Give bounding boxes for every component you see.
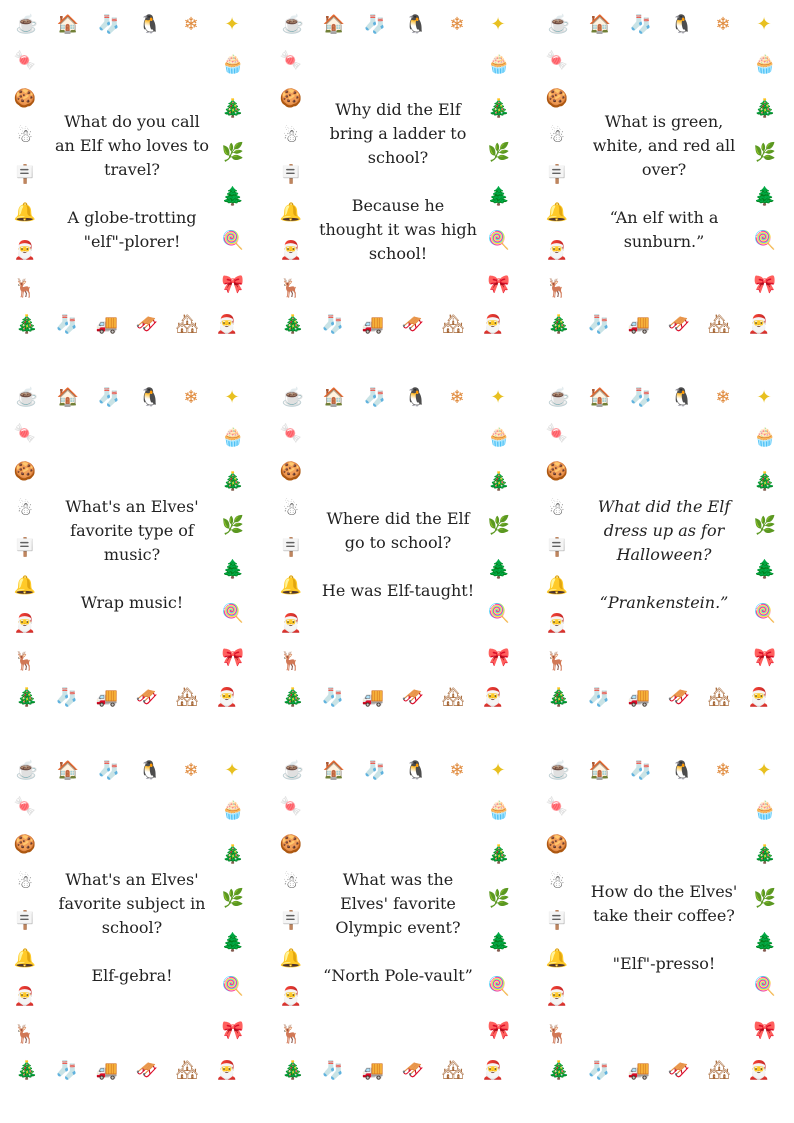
snowman-icon: ☃	[16, 872, 34, 893]
snowman-icon: ☃	[282, 126, 300, 147]
mistletoe-icon: 🌿	[487, 888, 511, 909]
joke-text	[318, 818, 478, 1038]
stockings-row-icon: 🧦	[55, 314, 79, 335]
penguin-icon: 🐧	[404, 760, 428, 781]
hot-cocoa-mug-icon: ☕	[547, 14, 571, 35]
ornaments-icon: 🎀	[221, 647, 245, 668]
red-truck-icon: 🚚	[361, 314, 385, 335]
village-houses-icon: 🏘	[707, 687, 731, 708]
sparkle-star-icon: ✦	[756, 760, 772, 781]
gingerbread-house-icon: 🏠	[56, 760, 80, 781]
hot-cocoa-mug-icon: ☕	[547, 760, 571, 781]
hot-cocoa-mug-icon: ☕	[15, 760, 39, 781]
snowman-icon: ☃	[548, 872, 566, 893]
cupcake-icon: 🧁	[753, 800, 777, 821]
snowman-icon: ☃	[282, 499, 300, 520]
sparkle-star-icon: ✦	[490, 14, 506, 35]
bells-icon: 🔔	[13, 202, 37, 223]
stockings-icon: 🧦	[97, 760, 121, 781]
tree-cookie-icon: 🌲	[487, 186, 511, 207]
tree-cookie-icon: 🌲	[221, 932, 245, 953]
penguin-icon: 🐧	[404, 387, 428, 408]
hot-cocoa-mug-icon: ☕	[15, 387, 39, 408]
tree-cookie-icon: 🌲	[221, 559, 245, 580]
snowflake-cookie-icon: ❄	[715, 387, 731, 408]
sleigh-icon: 🛷	[667, 314, 691, 335]
joke-card	[12, 12, 252, 352]
village-houses-icon: 🏘	[175, 314, 199, 335]
north-pole-sign-icon: 🪧	[545, 537, 569, 558]
village-houses-icon: 🏘	[441, 687, 465, 708]
north-pole-sign-icon: 🪧	[545, 910, 569, 931]
reindeer-icon: 🦌	[13, 1024, 37, 1045]
stockings-icon: 🧦	[97, 14, 121, 35]
santa-icon: 🎅	[545, 240, 569, 261]
ornaments-icon: 🎀	[487, 647, 511, 668]
mistletoe-icon: 🌿	[221, 515, 245, 536]
joke-text	[584, 818, 744, 1038]
santa-icon: 🎅	[13, 986, 37, 1007]
christmas-tree-cookie-icon: 🎄	[753, 471, 777, 492]
joke-question: What's an Elves' favorite type of music?	[65, 497, 199, 564]
ornaments-icon: 🎀	[487, 274, 511, 295]
reindeer-icon: 🦌	[279, 651, 303, 672]
snowman-icon: ☃	[548, 499, 566, 520]
joke-text	[52, 72, 212, 292]
mistletoe-icon: 🌿	[487, 142, 511, 163]
sparkle-star-icon: ✦	[490, 387, 506, 408]
christmas-tree-cookie-icon: 🎄	[487, 844, 511, 865]
hot-cocoa-mug-icon: ☕	[281, 14, 305, 35]
joke-question: Where did the Elf go to school?	[326, 509, 470, 552]
stockings-row-icon: 🧦	[587, 1060, 611, 1081]
tree-cookie-icon: 🌲	[753, 186, 777, 207]
north-pole-sign-icon: 🪧	[13, 537, 37, 558]
mistletoe-icon: 🌿	[753, 888, 777, 909]
candy-cane-icon: 🍬	[13, 50, 37, 71]
stockings-icon: 🧦	[629, 14, 653, 35]
joke-answer: “An elf with a sunburn.”	[609, 208, 719, 251]
joke-question: What's an Elves' favorite subject in school?	[58, 870, 206, 937]
candy-cane-icon: 🍬	[545, 796, 569, 817]
village-houses-icon: 🏘	[707, 314, 731, 335]
tree-cookie-icon: 🌲	[753, 932, 777, 953]
candy-cane-icon: 🍬	[13, 796, 37, 817]
gingerbread-house-icon: 🏠	[588, 387, 612, 408]
snowman-icon: ☃	[282, 872, 300, 893]
lollipop-icon: 🍭	[753, 230, 777, 251]
hot-cocoa-mug-icon: ☕	[281, 760, 305, 781]
stockings-row-icon: 🧦	[55, 1060, 79, 1081]
sparkle-star-icon: ✦	[224, 760, 240, 781]
gingerbread-man-icon: 🍪	[545, 88, 569, 109]
snowflake-cookie-icon: ❄	[183, 14, 199, 35]
lollipop-icon: 🍭	[753, 603, 777, 624]
red-truck-icon: 🚚	[95, 314, 119, 335]
penguin-icon: 🐧	[138, 387, 162, 408]
sleigh-icon: 🛷	[135, 687, 159, 708]
red-truck-icon: 🚚	[627, 1060, 651, 1081]
reindeer-icon: 🦌	[279, 1024, 303, 1045]
christmas-tree-icon: 🎄	[281, 687, 305, 708]
red-truck-icon: 🚚	[361, 1060, 385, 1081]
santa-sack-icon: 🎅	[481, 687, 505, 708]
joke-answer: “North Pole-vault”	[323, 966, 473, 985]
mistletoe-icon: 🌿	[753, 515, 777, 536]
gingerbread-house-icon: 🏠	[588, 14, 612, 35]
santa-sack-icon: 🎅	[747, 687, 771, 708]
christmas-tree-icon: 🎄	[15, 314, 39, 335]
mistletoe-icon: 🌿	[221, 142, 245, 163]
cupcake-icon: 🧁	[753, 54, 777, 75]
stockings-icon: 🧦	[363, 760, 387, 781]
christmas-tree-icon: 🎄	[281, 1060, 305, 1081]
joke-answer: A globe-trotting "elf"-plorer!	[67, 208, 197, 251]
christmas-tree-cookie-icon: 🎄	[487, 471, 511, 492]
santa-sack-icon: 🎅	[747, 1060, 771, 1081]
north-pole-sign-icon: 🪧	[13, 910, 37, 931]
cupcake-icon: 🧁	[753, 427, 777, 448]
stockings-icon: 🧦	[363, 14, 387, 35]
ornaments-icon: 🎀	[221, 274, 245, 295]
red-truck-icon: 🚚	[627, 687, 651, 708]
joke-answer: Elf-gebra!	[91, 966, 173, 985]
bells-icon: 🔔	[545, 202, 569, 223]
joke-answer: He was Elf-taught!	[321, 581, 475, 600]
gingerbread-man-icon: 🍪	[279, 461, 303, 482]
reindeer-icon: 🦌	[13, 651, 37, 672]
sparkle-star-icon: ✦	[224, 14, 240, 35]
candy-cane-icon: 🍬	[13, 423, 37, 444]
sleigh-icon: 🛷	[135, 1060, 159, 1081]
candy-cane-icon: 🍬	[545, 50, 569, 71]
joke-card	[544, 12, 784, 352]
stockings-row-icon: 🧦	[321, 314, 345, 335]
village-houses-icon: 🏘	[175, 687, 199, 708]
joke-answer: "Elf"-presso!	[612, 954, 716, 973]
joke-question: What do you call an Elf who loves to travel?	[54, 112, 210, 179]
mistletoe-icon: 🌿	[487, 515, 511, 536]
red-truck-icon: 🚚	[95, 687, 119, 708]
sleigh-icon: 🛷	[401, 687, 425, 708]
joke-card	[12, 385, 252, 725]
christmas-tree-icon: 🎄	[281, 314, 305, 335]
bells-icon: 🔔	[279, 575, 303, 596]
gingerbread-man-icon: 🍪	[545, 461, 569, 482]
ornaments-icon: 🎀	[753, 274, 777, 295]
gingerbread-house-icon: 🏠	[56, 387, 80, 408]
santa-icon: 🎅	[279, 986, 303, 1007]
joke-text	[318, 445, 478, 665]
tree-cookie-icon: 🌲	[487, 932, 511, 953]
reindeer-icon: 🦌	[13, 278, 37, 299]
snowman-icon: ☃	[16, 126, 34, 147]
lollipop-icon: 🍭	[487, 976, 511, 997]
joke-text	[52, 818, 212, 1038]
santa-icon: 🎅	[13, 240, 37, 261]
santa-sack-icon: 🎅	[481, 1060, 505, 1081]
christmas-tree-cookie-icon: 🎄	[753, 98, 777, 119]
candy-cane-icon: 🍬	[279, 50, 303, 71]
cupcake-icon: 🧁	[487, 800, 511, 821]
ornaments-icon: 🎀	[487, 1020, 511, 1041]
joke-question: What was the Elves' favorite Olympic event?	[335, 870, 461, 937]
stockings-row-icon: 🧦	[55, 687, 79, 708]
sleigh-icon: 🛷	[401, 1060, 425, 1081]
stockings-icon: 🧦	[97, 387, 121, 408]
christmas-tree-cookie-icon: 🎄	[221, 471, 245, 492]
christmas-tree-icon: 🎄	[547, 687, 571, 708]
reindeer-icon: 🦌	[279, 278, 303, 299]
village-houses-icon: 🏘	[707, 1060, 731, 1081]
gingerbread-house-icon: 🏠	[588, 760, 612, 781]
mistletoe-icon: 🌿	[221, 888, 245, 909]
red-truck-icon: 🚚	[361, 687, 385, 708]
joke-answer: Because he thought it was high school!	[319, 196, 477, 263]
christmas-tree-icon: 🎄	[547, 314, 571, 335]
sparkle-star-icon: ✦	[756, 387, 772, 408]
stockings-row-icon: 🧦	[587, 314, 611, 335]
reindeer-icon: 🦌	[545, 651, 569, 672]
bells-icon: 🔔	[545, 575, 569, 596]
gingerbread-man-icon: 🍪	[545, 834, 569, 855]
stockings-icon: 🧦	[363, 387, 387, 408]
gingerbread-house-icon: 🏠	[322, 14, 346, 35]
candy-cane-icon: 🍬	[279, 423, 303, 444]
tree-cookie-icon: 🌲	[753, 559, 777, 580]
joke-card	[278, 385, 518, 725]
joke-card	[278, 758, 518, 1098]
santa-sack-icon: 🎅	[215, 687, 239, 708]
christmas-tree-icon: 🎄	[15, 687, 39, 708]
lollipop-icon: 🍭	[487, 230, 511, 251]
penguin-icon: 🐧	[670, 387, 694, 408]
santa-sack-icon: 🎅	[215, 1060, 239, 1081]
santa-sack-icon: 🎅	[215, 314, 239, 335]
gingerbread-house-icon: 🏠	[322, 387, 346, 408]
bells-icon: 🔔	[279, 948, 303, 969]
gingerbread-house-icon: 🏠	[322, 760, 346, 781]
red-truck-icon: 🚚	[95, 1060, 119, 1081]
christmas-tree-icon: 🎄	[547, 1060, 571, 1081]
north-pole-sign-icon: 🪧	[279, 164, 303, 185]
sleigh-icon: 🛷	[667, 687, 691, 708]
tree-cookie-icon: 🌲	[487, 559, 511, 580]
sleigh-icon: 🛷	[667, 1060, 691, 1081]
joke-question: What did the Elf dress up as for Halloween?	[597, 497, 731, 564]
joke-text	[52, 445, 212, 665]
santa-icon: 🎅	[545, 613, 569, 634]
stockings-row-icon: 🧦	[321, 1060, 345, 1081]
cupcake-icon: 🧁	[221, 427, 245, 448]
lollipop-icon: 🍭	[221, 230, 245, 251]
santa-icon: 🎅	[279, 240, 303, 261]
snowman-icon: ☃	[16, 499, 34, 520]
penguin-icon: 🐧	[670, 760, 694, 781]
ornaments-icon: 🎀	[753, 1020, 777, 1041]
penguin-icon: 🐧	[670, 14, 694, 35]
lollipop-icon: 🍭	[221, 976, 245, 997]
lollipop-icon: 🍭	[487, 603, 511, 624]
snowflake-cookie-icon: ❄	[449, 387, 465, 408]
village-houses-icon: 🏘	[441, 1060, 465, 1081]
bells-icon: 🔔	[279, 202, 303, 223]
snowflake-cookie-icon: ❄	[183, 387, 199, 408]
sparkle-star-icon: ✦	[224, 387, 240, 408]
hot-cocoa-mug-icon: ☕	[15, 14, 39, 35]
gingerbread-house-icon: 🏠	[56, 14, 80, 35]
stockings-icon: 🧦	[629, 387, 653, 408]
christmas-tree-cookie-icon: 🎄	[221, 844, 245, 865]
sparkle-star-icon: ✦	[490, 760, 506, 781]
gingerbread-man-icon: 🍪	[279, 88, 303, 109]
sparkle-star-icon: ✦	[756, 14, 772, 35]
santa-sack-icon: 🎅	[747, 314, 771, 335]
santa-icon: 🎅	[13, 613, 37, 634]
joke-text	[584, 445, 744, 665]
christmas-tree-cookie-icon: 🎄	[487, 98, 511, 119]
penguin-icon: 🐧	[138, 760, 162, 781]
gingerbread-man-icon: 🍪	[279, 834, 303, 855]
penguin-icon: 🐧	[404, 14, 428, 35]
cupcake-icon: 🧁	[221, 54, 245, 75]
christmas-tree-icon: 🎄	[15, 1060, 39, 1081]
snowflake-cookie-icon: ❄	[715, 14, 731, 35]
hot-cocoa-mug-icon: ☕	[281, 387, 305, 408]
stockings-row-icon: 🧦	[587, 687, 611, 708]
hot-cocoa-mug-icon: ☕	[547, 387, 571, 408]
santa-icon: 🎅	[545, 986, 569, 1007]
candy-cane-icon: 🍬	[279, 796, 303, 817]
joke-card	[544, 385, 784, 725]
mistletoe-icon: 🌿	[753, 142, 777, 163]
bells-icon: 🔔	[13, 948, 37, 969]
village-houses-icon: 🏘	[441, 314, 465, 335]
joke-text	[584, 72, 744, 292]
stockings-icon: 🧦	[629, 760, 653, 781]
joke-question: Why did the Elf bring a ladder to school?	[329, 100, 467, 167]
bells-icon: 🔔	[545, 948, 569, 969]
christmas-tree-cookie-icon: 🎄	[221, 98, 245, 119]
lollipop-icon: 🍭	[221, 603, 245, 624]
gingerbread-man-icon: 🍪	[13, 88, 37, 109]
tree-cookie-icon: 🌲	[221, 186, 245, 207]
reindeer-icon: 🦌	[545, 1024, 569, 1045]
joke-answer: Wrap music!	[80, 593, 184, 612]
gingerbread-man-icon: 🍪	[13, 461, 37, 482]
snowflake-cookie-icon: ❄	[449, 14, 465, 35]
stockings-row-icon: 🧦	[321, 687, 345, 708]
ornaments-icon: 🎀	[753, 647, 777, 668]
joke-question: What is green, white, and red all over?	[592, 112, 736, 179]
joke-answer: “Prankenstein.”	[599, 593, 729, 612]
snowman-icon: ☃	[548, 126, 566, 147]
santa-icon: 🎅	[279, 613, 303, 634]
north-pole-sign-icon: 🪧	[545, 164, 569, 185]
snowflake-cookie-icon: ❄	[449, 760, 465, 781]
north-pole-sign-icon: 🪧	[13, 164, 37, 185]
cupcake-icon: 🧁	[487, 54, 511, 75]
gingerbread-man-icon: 🍪	[13, 834, 37, 855]
joke-card	[278, 12, 518, 352]
north-pole-sign-icon: 🪧	[279, 537, 303, 558]
joke-card	[544, 758, 784, 1098]
red-truck-icon: 🚚	[627, 314, 651, 335]
cupcake-icon: 🧁	[221, 800, 245, 821]
joke-question: How do the Elves' take their coffee?	[590, 882, 738, 925]
village-houses-icon: 🏘	[175, 1060, 199, 1081]
penguin-icon: 🐧	[138, 14, 162, 35]
snowflake-cookie-icon: ❄	[183, 760, 199, 781]
north-pole-sign-icon: 🪧	[279, 910, 303, 931]
bells-icon: 🔔	[13, 575, 37, 596]
sleigh-icon: 🛷	[135, 314, 159, 335]
cupcake-icon: 🧁	[487, 427, 511, 448]
sleigh-icon: 🛷	[401, 314, 425, 335]
joke-card	[12, 758, 252, 1098]
joke-text	[318, 72, 478, 292]
candy-cane-icon: 🍬	[545, 423, 569, 444]
ornaments-icon: 🎀	[221, 1020, 245, 1041]
snowflake-cookie-icon: ❄	[715, 760, 731, 781]
reindeer-icon: 🦌	[545, 278, 569, 299]
lollipop-icon: 🍭	[753, 976, 777, 997]
christmas-tree-cookie-icon: 🎄	[753, 844, 777, 865]
santa-sack-icon: 🎅	[481, 314, 505, 335]
